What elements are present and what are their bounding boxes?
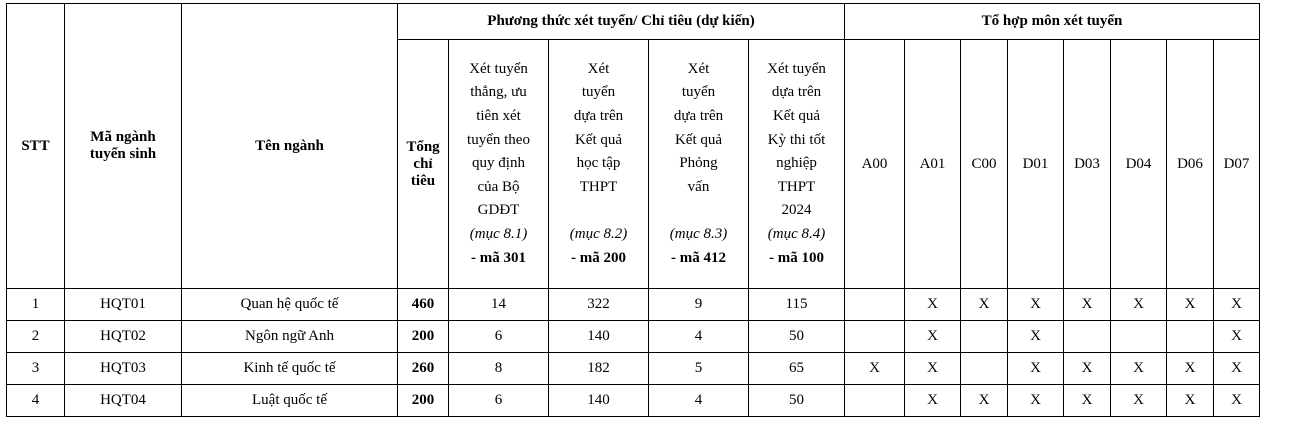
method-line: quy định <box>472 155 525 172</box>
header-method <box>649 40 749 289</box>
cell-combo-mark: X <box>1214 289 1260 321</box>
method-line: tuyển theo <box>467 131 530 148</box>
header-methods-group: Phương thức xét tuyển/ Chỉ tiêu (dự kiến) <box>398 4 845 40</box>
cell-combo-mark: X <box>1064 353 1111 385</box>
cell-method-value: 4 <box>649 321 749 353</box>
header-combo: D03 <box>1064 40 1111 289</box>
header-row-top <box>7 4 1260 40</box>
cell-method-value: 14 <box>449 289 549 321</box>
admissions-table <box>6 3 1260 417</box>
cell-combo-mark: X <box>1214 353 1260 385</box>
cell-stt: 4 <box>7 385 65 417</box>
cell-combo-mark: X <box>1111 289 1167 321</box>
cell-combo-mark: X <box>1064 289 1111 321</box>
cell-combo-mark: X <box>1008 289 1064 321</box>
method-line: Kết quả <box>574 131 623 148</box>
cell-method-value: 65 <box>749 353 845 385</box>
cell-combo-mark: X <box>1008 321 1064 353</box>
cell-combo-mark <box>961 353 1008 385</box>
method-line: của Bộ <box>477 178 520 195</box>
cell-combo-mark <box>1167 321 1214 353</box>
method-ref: (mục 8.2) <box>569 225 628 242</box>
method-line: tuyển <box>681 84 716 101</box>
cell-method-value: 5 <box>649 353 749 385</box>
cell-total: 200 <box>398 385 449 417</box>
cell-name: Quan hệ quốc tế <box>182 289 398 321</box>
cell-method-value: 8 <box>449 353 549 385</box>
method-line: Phỏng <box>679 155 718 172</box>
cell-stt: 1 <box>7 289 65 321</box>
cell-combo-mark: X <box>1167 289 1214 321</box>
cell-method-value: 9 <box>649 289 749 321</box>
method-line: THPT <box>579 178 618 195</box>
cell-combo-mark: X <box>845 353 905 385</box>
cell-code: HQT01 <box>65 289 182 321</box>
cell-combo-mark: X <box>1214 385 1260 417</box>
header-combo: D04 <box>1111 40 1167 289</box>
cell-method-value: 140 <box>549 385 649 417</box>
method-line: dựa trên <box>573 108 624 125</box>
method-line: Xét <box>587 60 610 77</box>
cell-stt: 2 <box>7 321 65 353</box>
header-combo: D01 <box>1008 40 1064 289</box>
method-line <box>652 199 745 223</box>
cell-total: 200 <box>398 321 449 353</box>
cell-method-value: 322 <box>549 289 649 321</box>
method-line <box>552 199 645 223</box>
cell-combo-mark: X <box>1008 353 1064 385</box>
cell-combo-mark <box>845 385 905 417</box>
method-line: thẳng, ưu <box>470 84 527 101</box>
table-row <box>7 321 1260 353</box>
header-name: Tên ngành <box>182 4 398 289</box>
method-line: THPT <box>777 178 816 195</box>
cell-name: Ngôn ngữ Anh <box>182 321 398 353</box>
cell-method-value: 50 <box>749 385 845 417</box>
method-code: - mã 412 <box>671 249 726 266</box>
cell-combo-mark: X <box>1064 385 1111 417</box>
header-code: Mã ngành tuyển sinh <box>65 4 182 289</box>
cell-code: HQT04 <box>65 385 182 417</box>
method-ref: (mục 8.3) <box>669 225 728 242</box>
cell-combo-mark: X <box>1111 353 1167 385</box>
cell-total: 460 <box>398 289 449 321</box>
cell-method-value: 6 <box>449 385 549 417</box>
cell-combo-mark <box>961 321 1008 353</box>
cell-code: HQT03 <box>65 353 182 385</box>
cell-combo-mark: X <box>961 289 1008 321</box>
table-row <box>7 289 1260 321</box>
method-ref: (mục 8.1) <box>469 225 528 242</box>
method-line: vấn <box>687 178 710 195</box>
cell-combo-mark: X <box>905 321 961 353</box>
table-row <box>7 353 1260 385</box>
method-line: Xét <box>687 60 710 77</box>
cell-method-value: 115 <box>749 289 845 321</box>
header-combos-group: Tổ hợp môn xét tuyển <box>845 4 1260 40</box>
method-ref: (mục 8.4) <box>767 225 826 242</box>
cell-combo-mark: X <box>961 385 1008 417</box>
method-line: 2024 <box>781 202 812 219</box>
cell-combo-mark: X <box>1167 353 1214 385</box>
cell-method-value: 6 <box>449 321 549 353</box>
cell-combo-mark: X <box>1008 385 1064 417</box>
cell-combo-mark: X <box>1111 385 1167 417</box>
cell-method-value: 50 <box>749 321 845 353</box>
header-combo: D06 <box>1167 40 1214 289</box>
header-combo: A01 <box>905 40 961 289</box>
cell-combo-mark: X <box>1214 321 1260 353</box>
header-total: Tổng chỉ tiêu <box>398 40 449 289</box>
method-line: Kỳ thi tốt <box>767 131 826 148</box>
header-combo: A00 <box>845 40 905 289</box>
cell-stt: 3 <box>7 353 65 385</box>
cell-code: HQT02 <box>65 321 182 353</box>
cell-combo-mark: X <box>1167 385 1214 417</box>
cell-combo-mark <box>845 289 905 321</box>
method-code: - mã 200 <box>571 249 626 266</box>
cell-name: Luật quốc tế <box>182 385 398 417</box>
cell-method-value: 182 <box>549 353 649 385</box>
cell-total: 260 <box>398 353 449 385</box>
cell-combo-mark: X <box>905 289 961 321</box>
header-method <box>449 40 549 289</box>
method-line: tiên xét <box>476 108 521 125</box>
cell-combo-mark <box>845 321 905 353</box>
method-code: - mã 100 <box>769 249 824 266</box>
method-line: dựa trên <box>771 84 822 101</box>
method-line: Xét tuyển <box>469 60 528 77</box>
cell-combo-mark: X <box>905 353 961 385</box>
table-row <box>7 385 1260 417</box>
method-line: Xét tuyển <box>767 60 826 77</box>
cell-name: Kinh tế quốc tế <box>182 353 398 385</box>
cell-method-value: 140 <box>549 321 649 353</box>
header-combo: D07 <box>1214 40 1260 289</box>
method-line: Kết quả <box>772 108 821 125</box>
method-line: nghiệp <box>776 155 817 172</box>
cell-combo-mark <box>1111 321 1167 353</box>
method-line: Kết quả <box>674 131 723 148</box>
header-combo: C00 <box>961 40 1008 289</box>
header-stt: STT <box>7 4 65 289</box>
cell-combo-mark: X <box>905 385 961 417</box>
method-code: - mã 301 <box>471 249 526 266</box>
method-line: dựa trên <box>673 108 724 125</box>
method-line: học tập <box>576 155 621 172</box>
cell-combo-mark <box>1064 321 1111 353</box>
method-line: tuyển <box>581 84 616 101</box>
method-line: GDĐT <box>477 202 520 219</box>
cell-method-value: 4 <box>649 385 749 417</box>
header-method <box>749 40 845 289</box>
header-method <box>549 40 649 289</box>
